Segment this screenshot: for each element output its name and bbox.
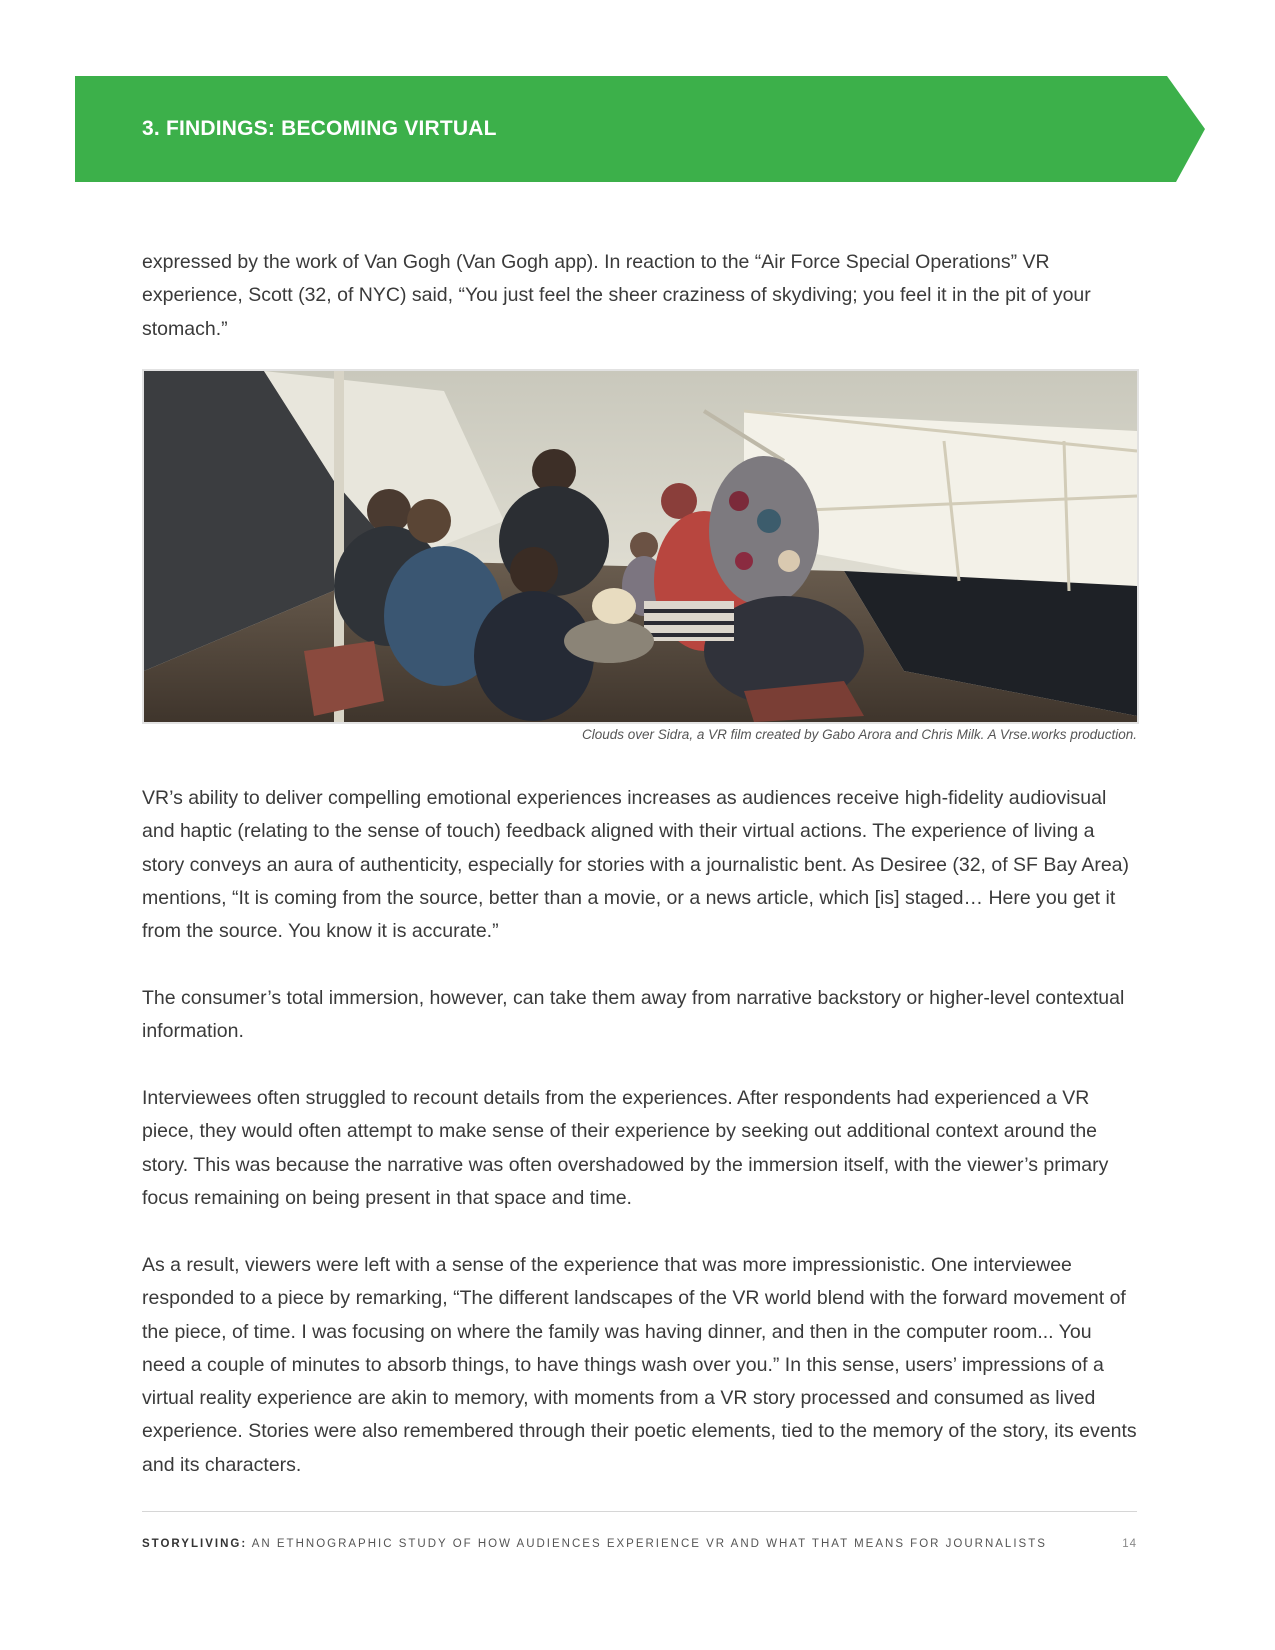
footer-brand: STORYLIVING: [142,1538,248,1550]
tent-scene-image [144,371,1137,722]
paragraph-intro: expressed by the work of Van Gogh (Van Gogh app). In reaction to the “Air Force Special Operations” VR experience, Scott (32, of NYC) said, “You just feel the sheer craziness of skydiving; you feel it in the pit of your stomach.” [142,251,1091,340]
paragraph-recount-details: Interviewees often struggled to recount details from the experiences. After respondents had experienced a VR piece, they would often attempt to make sense of their experience by seeking out additional context around the story. This was because the narrative was often overshadowed by the immersion itself, with the viewer’s primary focus remaining on being present in that space and time. [142,1087,1109,1209]
page-number: 14 [1122,1538,1137,1550]
section-banner [75,76,1205,182]
figure-caption: Clouds over Sidra, a VR film created by Gabo Arora and Chris Milk. A Vrse.works production. [582,727,1137,742]
paragraph-emotional-experiences: VR’s ability to deliver compelling emotional experiences increases as audiences receive high-fidelity audiovisual and haptic (relating to the sense of touch) feedback aligned with their virtual actions. The experience of living a story conveys an aura of authenticity, especially for stories with a journalistic bent. As Desiree (32, of SF Bay Area) mentions, “It is coming from the source, better than a movie, or a news article, which [is] staged… Here you get it from the source. You know it is accurate.” [142,787,1130,943]
section-title: 3. FINDINGS: BECOMING VIRTUAL [142,117,497,140]
figure-photo [142,369,1139,724]
paragraph-impressionistic: As a result, viewers were left with a sense of the experience that was more impressionistic. One interviewee responded to a piece by remarking, “The different landscapes of the VR world blend with the forward movement of the piece, of time. I was focusing on where the family was having dinner, and then in the computer room... You need a couple of minutes to absorb things, to have things wash over you.” In this sense, users’ impressions of a virtual reality experience are akin to memory, with moments from a VR story processed and consumed as lived experience. Stories were also remembered through their poetic elements, tied to the memory of the story, its events and its characters. [142,1254,1137,1476]
footer-divider [142,1511,1137,1512]
footer-subtitle: AN ETHNOGRAPHIC STUDY OF HOW AUDIENCES EXPERIENCE VR AND WHAT THAT MEANS FOR JOURNALISTS [251,1538,1047,1550]
paragraph-total-immersion: The consumer’s total immersion, however, can take them away from narrative backstory or higher-level contextual information. [142,987,1125,1043]
footer-running-title [142,1538,1047,1550]
